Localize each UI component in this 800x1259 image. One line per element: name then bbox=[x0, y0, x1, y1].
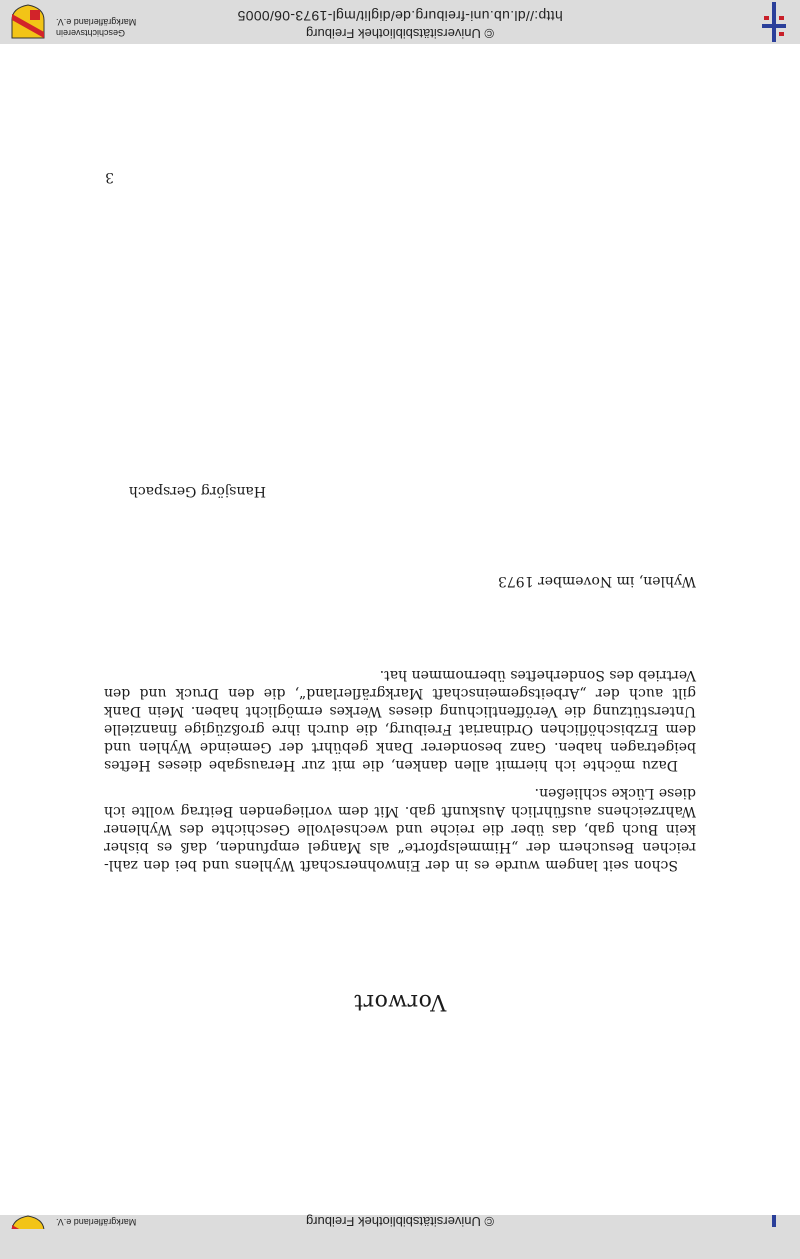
footer-copyright: © Universitätsbibliothek Freiburg bbox=[305, 26, 495, 41]
society-line-2: Markgräflerland e.V. bbox=[56, 17, 137, 27]
society-crest-icon bbox=[10, 4, 46, 40]
body-paragraph-2: Dazu möchte ich hiermit allen danken, die mit zur Herausgabe dieses Heftes beigetragen haben. Ganz besonderer Dank gebührt der Gemeinde Wyhlen und dem Erzbischöflichen Ordinariat Freiburg, die durch ihre großzügige finanzielle Unterstützung die Veröffentlichung dieses Werkes ermöglicht haben. Mein Dank gilt auch der „Arbeitsgemeinschaft Markgräflerland“, die den Druck und den Vertrieb des Sonderheftes übernommen hat. bbox=[104, 667, 696, 773]
footer-society-name bbox=[56, 16, 136, 38]
header-band bbox=[0, 1215, 800, 1259]
author-signature: Hansjörg Gerspach bbox=[128, 483, 266, 499]
society-line-1: Geschichtsverein bbox=[56, 28, 126, 38]
place-date: Wyhlen, im November 1973 bbox=[497, 573, 696, 589]
page-number: 3 bbox=[105, 169, 114, 185]
footer-band bbox=[0, 0, 800, 44]
society-crest-icon bbox=[10, 1215, 46, 1229]
body-paragraph-1: Schon seit langem wurde es in der Einwohnerschaft Wyhlens und bei den zahlreichen Besuchern der „Himmelspforte“ als Mangel empfunden, daß es bisher kein Buch gab, das über die reiche und wechselvolle Geschichte des Wyhlener Wahrzeichens ausführlich Auskunft gab. Mit dem vorliegenden Beitrag wollte ich diese Lücke schließen. bbox=[104, 785, 696, 873]
header-society-name: Markgräflerland e.V. bbox=[56, 1217, 137, 1227]
footer-url-link[interactable]: http://dl.ub.uni-freiburg.de/diglit/mgl-1973-06/0005 bbox=[237, 8, 563, 24]
page-title: Vorwort bbox=[353, 989, 447, 1014]
header-copyright: © Universitätsbibliothek Freiburg bbox=[305, 1214, 495, 1229]
